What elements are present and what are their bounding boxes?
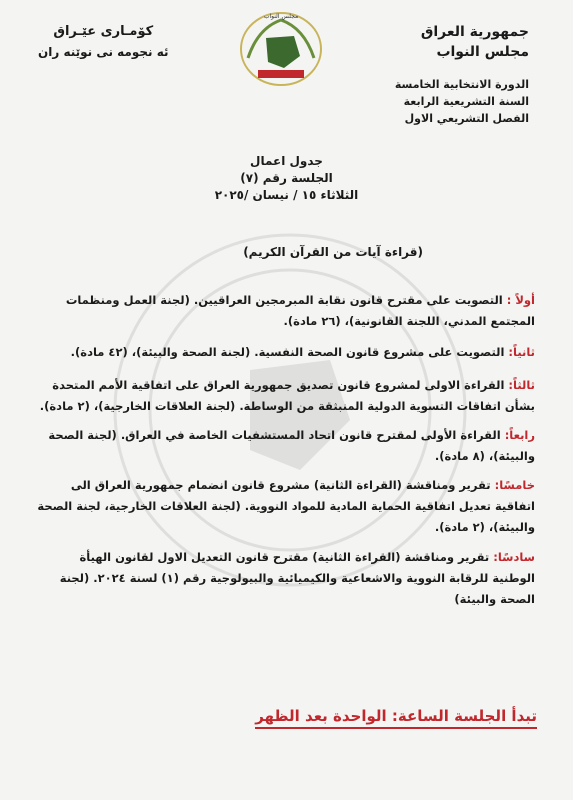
agenda-item-4 bbox=[36, 425, 535, 467]
agenda-item-2 bbox=[36, 342, 535, 363]
item-text: القراءة الأولى لمقترح قانون اتحاد المستشفيات الخاصة في العراق. (لجنة الصحة والبيئة)، (٨ مادة). bbox=[48, 428, 535, 463]
republic-name: جمهورية العراق bbox=[420, 24, 529, 40]
item-text: التصويت على مشروع قانون الصحة النفسية. (لجنة الصحة والبيئة)، (٤٢ مادة). bbox=[70, 345, 505, 359]
legislative-chapter: الفصل التشريعي الاول bbox=[404, 112, 529, 125]
item-label: رابعاً: bbox=[504, 428, 535, 442]
item-label: أولاً : bbox=[506, 293, 535, 307]
item-text: تقرير ومناقشة (القراءة الثانية) مقترح قانون التعديل الاول لقانون الهيأة الوطنية للرقابة النووية والاشعاعية والكيميائية والبيولوجية رقم (١) لسنة ٢٠٢٤. (لجنة الصحة والبيئة) bbox=[59, 550, 535, 606]
item-label: ثانياً: bbox=[508, 345, 535, 359]
parliament-logo-icon bbox=[228, 8, 334, 90]
legislative-year: السنة التشريعية الرابعة bbox=[403, 95, 529, 108]
title-date: الثلاثاء ١٥ / نيسان /٢٠٢٥ bbox=[214, 188, 359, 202]
agenda-title bbox=[0, 153, 573, 204]
item-label: ثالثاً: bbox=[508, 378, 535, 392]
logo-text: مجلس النواب bbox=[263, 13, 299, 20]
item-label: خامسًا: bbox=[494, 478, 535, 492]
kurdish-council-name: ئه نجومه نی نوێنه ران bbox=[38, 45, 169, 59]
title-session-number: الجلسة رقم (٧) bbox=[240, 171, 333, 185]
agenda-item-3 bbox=[36, 375, 535, 417]
session-start-time: تبدأ الجلسة الساعة: الواحدة بعد الظهر bbox=[255, 707, 537, 729]
header-institution bbox=[395, 22, 529, 127]
item-text: تقرير ومناقشة (القراءة الثانية) مشروع قانون انضمام جمهورية العراق الى اتفاقية تعديل اتفاقية الحماية المادية للمواد النووية. (لجنة العلاقات الخارجية، لجنة الصحة والبيئة)، (٢ مادة). bbox=[37, 478, 535, 534]
agenda-item-6 bbox=[36, 547, 535, 610]
agenda-item-1 bbox=[36, 290, 535, 332]
header-kurdish bbox=[38, 22, 169, 62]
item-label: سادسًا: bbox=[493, 550, 535, 564]
agenda-item-5 bbox=[36, 475, 535, 538]
item-text: التصويت على مقترح قانون نقابة المبرمجين العراقيين. (لجنة العمل ومنظمات المجتمع المدني، اللجنة القانونية)، (٢٦ مادة). bbox=[65, 293, 535, 328]
quran-reading: (قراءة آيات من القرآن الكريم) bbox=[243, 245, 423, 259]
electoral-term: الدورة الانتخابية الخامسة bbox=[394, 78, 529, 91]
council-name: مجلس النواب bbox=[436, 44, 529, 60]
item-text: القراءة الاولى لمشروع قانون تصديق جمهورية العراق على اتفاقية الأمم المتحدة بشأن اتفاقات التسوية الدولية المنبثقة من الوساطة. (لجنة العلاقات الخارجية)، (٢ مادة). bbox=[39, 378, 535, 413]
kurdish-republic-name: كۆمـاری عێـراق bbox=[53, 24, 154, 39]
title-agenda: جدول اعمال bbox=[250, 154, 323, 168]
